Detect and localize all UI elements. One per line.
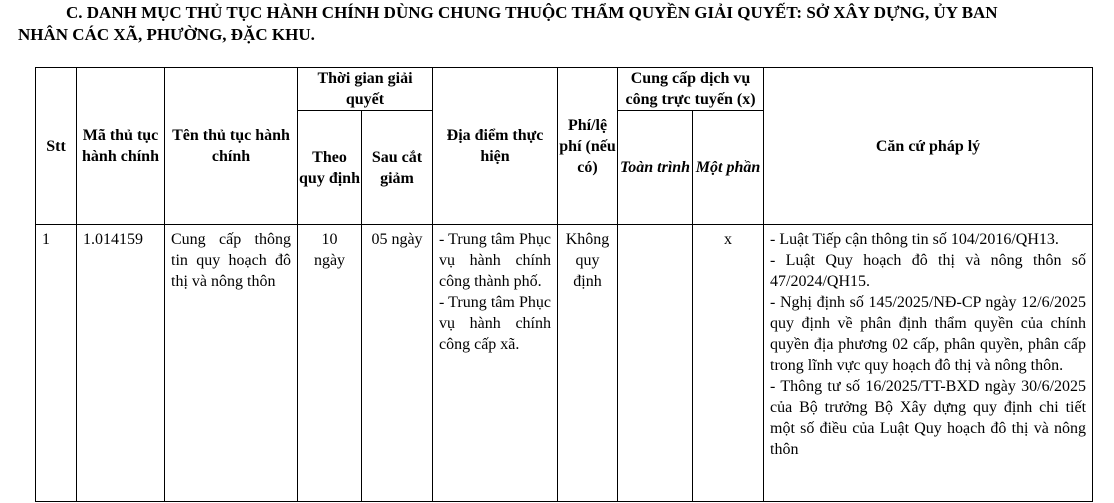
cell-fee xyxy=(558,225,618,502)
header-time-reduced: Sau cắt giảm xyxy=(362,111,433,225)
time-reduced-value: 05 ngày xyxy=(371,231,423,248)
header-processing-time: Thời gian giải quyết xyxy=(298,68,433,111)
legal-basis-list xyxy=(764,225,1092,460)
location-list xyxy=(433,225,557,355)
header-stt: Stt xyxy=(36,68,77,225)
cell-location xyxy=(433,225,558,502)
cell-online-full xyxy=(618,225,693,502)
online-partial-value: x xyxy=(724,231,732,248)
header-online-service: Cung cấp dịch vụ công trực tuyến (x) xyxy=(618,68,764,111)
location-item: - Trung tâm Phục vụ hành chính công thành phố. xyxy=(439,231,551,290)
header-online-full: Toàn trình xyxy=(618,111,693,225)
header-legal-basis: Căn cứ pháp lý xyxy=(764,68,1093,225)
procedure-code-value: 1.014159 xyxy=(83,231,143,248)
stt-value: 1 xyxy=(42,231,50,248)
procedure-table xyxy=(35,67,1093,502)
header-time-standard: Theo quy định xyxy=(298,111,362,225)
header-online-partial: Một phần xyxy=(693,111,764,225)
legal-basis-item: - Thông tư số 16/2025/TT-BXD ngày 30/6/2025 của Bộ trưởng Bộ Xây dựng quy định chi tiết một số điều của Luật Quy hoạch đô thị và nông thôn xyxy=(770,378,1087,458)
header-procedure-name: Tên thủ tục hành chính xyxy=(165,68,298,225)
cell-time-reduced xyxy=(362,225,433,502)
cell-stt xyxy=(36,225,77,502)
legal-basis-item: - Luật Quy hoạch đô thị và nông thôn số 47/2024/QH15. xyxy=(770,252,1087,290)
table-row xyxy=(36,225,1093,502)
cell-legal-basis xyxy=(764,225,1093,502)
time-standard-value: 10 ngày xyxy=(313,231,346,269)
legal-basis-item: - Nghị định số 145/2025/NĐ-CP ngày 12/6/2025 quy định về phân định thẩm quyền của chính quyền địa phương 02 cấp, phân quyền, phân cấp trong lĩnh vực quy hoạch đô thị và nông thôn. xyxy=(770,294,1087,374)
section-heading-line-1: C. DANH MỤC THỦ TỤC HÀNH CHÍNH DÙNG CHUNG THUỘC THẨM QUYỀN GIẢI QUYẾT: SỞ XÂY DỰNG, ỦY BAN xyxy=(66,3,998,22)
header-location: Địa điểm thực hiện xyxy=(433,68,558,225)
cell-time-standard xyxy=(298,225,362,502)
cell-online-partial xyxy=(693,225,764,502)
legal-basis-item: - Luật Tiếp cận thông tin số 104/2016/QH13. xyxy=(770,231,1059,248)
header-procedure-code: Mã thủ tục hành chính xyxy=(77,68,165,225)
location-item: - Trung tâm Phục vụ hành chính công cấp xã. xyxy=(439,294,551,353)
procedure-name-value: Cung cấp thông tin quy hoạch đô thị và nông thôn xyxy=(171,231,291,290)
cell-code xyxy=(77,225,165,502)
fee-value: Không quy định xyxy=(565,231,610,290)
header-fee: Phí/lệ phí (nếu có) xyxy=(558,68,618,225)
section-heading-line-2: NHÂN CÁC XÃ, PHƯỜNG, ĐẶC KHU. xyxy=(18,25,315,44)
online-full-value xyxy=(618,225,692,229)
cell-name xyxy=(165,225,298,502)
section-heading xyxy=(18,2,1108,46)
